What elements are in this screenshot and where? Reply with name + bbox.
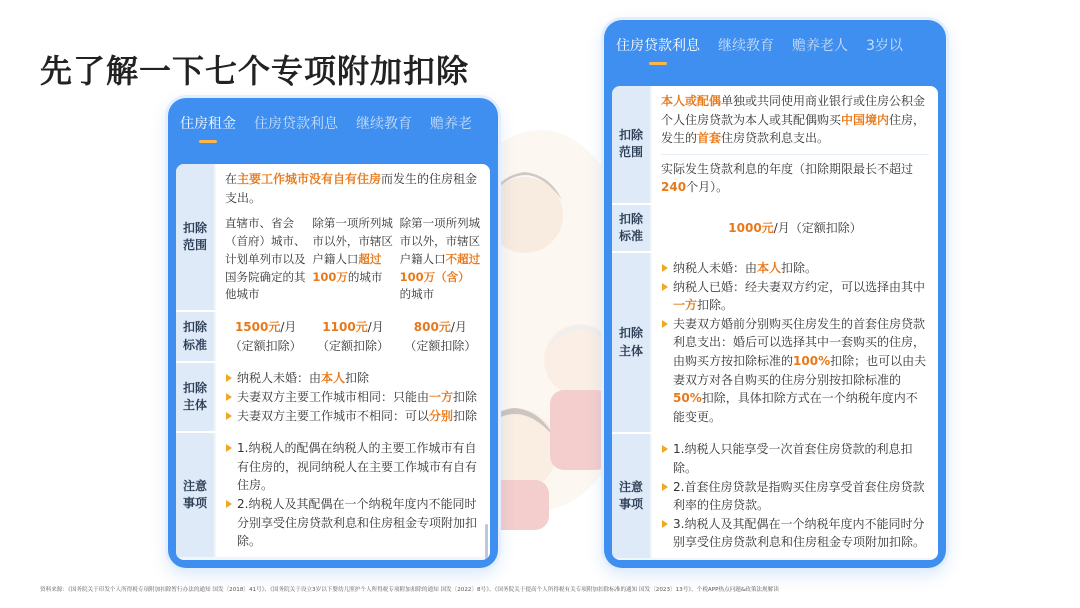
subject-body bbox=[652, 253, 938, 432]
city-tier-2: 除第一项所列城市以外，市辖区户籍人口超过100万的城市 bbox=[312, 216, 393, 284]
scope-row bbox=[176, 164, 490, 312]
standard-amount: 1000元/月（定额扣除） bbox=[728, 220, 862, 235]
standard-body bbox=[216, 312, 490, 361]
loan-detail-panel bbox=[612, 86, 938, 560]
standard-tier-3: 800元/月 （定额扣除） bbox=[404, 320, 477, 353]
tab-continuing-education[interactable]: 继续教育 bbox=[356, 116, 412, 132]
notes-label: 注意事项 bbox=[176, 433, 214, 557]
notes-row bbox=[612, 434, 938, 558]
source-footnote: 资料来源：《国务院关于印发个人所得税专项附加扣除暂行办法的通知 国发〔2018〕41号》、《国务院关于设立3岁以下婴幼儿照护个人所得税专项附加扣除的通知 国发〔2022〕8号》、《国务院关于提高个人所得税有关专项附加扣除标准的通知 国发〔2023〕13号》、个税APP热点问题&政策法规解读 bbox=[40, 587, 779, 593]
notes-body bbox=[652, 434, 938, 558]
tab-continuing-education[interactable]: 继续教育 bbox=[718, 38, 774, 54]
scope-label: 扣除范围 bbox=[612, 86, 650, 203]
subject-item: 纳税人未婚：由本人扣除 bbox=[225, 369, 481, 388]
scope-intro: 在主要工作城市没有自有住房而发生的住房租金支出。 bbox=[225, 172, 478, 205]
standard-body bbox=[652, 205, 938, 251]
notes-body bbox=[216, 433, 490, 557]
subject-label: 扣除主体 bbox=[612, 253, 650, 432]
tab-elderly-support[interactable]: 赡养老人 bbox=[792, 38, 848, 54]
tab-bar bbox=[168, 98, 498, 154]
subject-label: 扣除主体 bbox=[176, 363, 214, 431]
subject-row bbox=[176, 363, 490, 433]
slide-title: 先了解一下七个专项附加扣除 bbox=[40, 52, 470, 90]
subject-row bbox=[612, 253, 938, 434]
scope-paragraph-1: 本人或配偶单独或共同使用商业银行或住房公积金个人住房贷款为本人或其配偶购买中国境内住房，发生的首套住房贷款利息支出。 bbox=[661, 92, 929, 155]
rent-detail-panel bbox=[176, 164, 490, 560]
tab-infant-care[interactable]: 3岁以 bbox=[866, 38, 903, 54]
scope-row bbox=[612, 86, 938, 205]
subject-body bbox=[216, 363, 490, 431]
standard-tier-1: 1500元/月 （定额扣除） bbox=[229, 320, 302, 353]
note-item: 1.纳税人的配偶在纳税人的主要工作城市有自有住房的，视同纳税人在主要工作城市有自有住房。 bbox=[225, 439, 481, 495]
tab-bar bbox=[604, 20, 946, 76]
subject-item: 夫妻双方主要工作城市相同：只能由一方扣除 bbox=[225, 388, 481, 407]
tab-elderly-support[interactable]: 赡养老 bbox=[430, 116, 472, 132]
notes-label: 注意事项 bbox=[612, 434, 650, 558]
standard-row bbox=[176, 312, 490, 363]
subject-item: 纳税人已婚：经夫妻双方约定，可以选择由其中一方扣除。 bbox=[661, 278, 929, 315]
city-tiers bbox=[225, 207, 481, 304]
city-tier-3: 除第一项所列城市以外，市辖区户籍人口不超过100万（含）的城市 bbox=[399, 216, 481, 302]
housing-rent-card bbox=[168, 98, 498, 568]
standard-label: 扣除标准 bbox=[176, 312, 214, 361]
standard-label: 扣除标准 bbox=[612, 205, 650, 251]
tab-housing-loan-interest[interactable]: 住房贷款利息 bbox=[254, 116, 338, 132]
standard-tier-2: 1100元/月 （定额扣除） bbox=[316, 320, 389, 353]
notes-row bbox=[176, 433, 490, 557]
note-item: 3.纳税人及其配偶在一个纳税年度内不能同时分别享受住房贷款利息和住房租金专项附加扣除。 bbox=[661, 515, 929, 552]
note-item: 1.纳税人只能享受一次首套住房贷款的利息扣除。 bbox=[661, 440, 929, 477]
subject-item: 纳税人未婚：由本人扣除。 bbox=[661, 259, 929, 278]
standard-row bbox=[612, 205, 938, 253]
scrollbar[interactable] bbox=[485, 524, 488, 560]
scope-body bbox=[652, 86, 938, 203]
subject-item: 夫妻双方主要工作城市不相同：可以分别扣除 bbox=[225, 407, 481, 426]
scope-paragraph-2: 实际发生贷款利息的年度（扣除期限最长不超过240个月）。 bbox=[661, 161, 914, 195]
subject-item: 夫妻双方婚前分别购买住房发生的首套住房贷款利息支出：婚后可以选择其中一套购买的住房，由购买方按扣除标准的100%扣除；也可以由夫妻双方对各自购买的住房分别按扣除标准的50%扣除，具体扣除方式在一个纳税年度内不能变更。 bbox=[661, 315, 929, 427]
tab-housing-loan-interest[interactable]: 住房贷款利息 bbox=[616, 35, 700, 61]
city-tier-1: 直辖市、省会（首府）城市、计划单列市以及国务院确定的其他城市 bbox=[225, 216, 306, 302]
scope-label: 扣除范围 bbox=[176, 164, 214, 310]
tab-housing-rent[interactable]: 住房租金 bbox=[180, 113, 236, 139]
scope-body bbox=[216, 164, 490, 310]
note-item: 2.首套住房贷款是指购买住房享受首套住房贷款利率的住房贷款。 bbox=[661, 478, 929, 515]
note-item: 2.纳税人及其配偶在一个纳税年度内不能同时分别享受住房贷款利息和住房租金专项附加扣除。 bbox=[225, 495, 481, 551]
housing-loan-card bbox=[604, 20, 946, 568]
